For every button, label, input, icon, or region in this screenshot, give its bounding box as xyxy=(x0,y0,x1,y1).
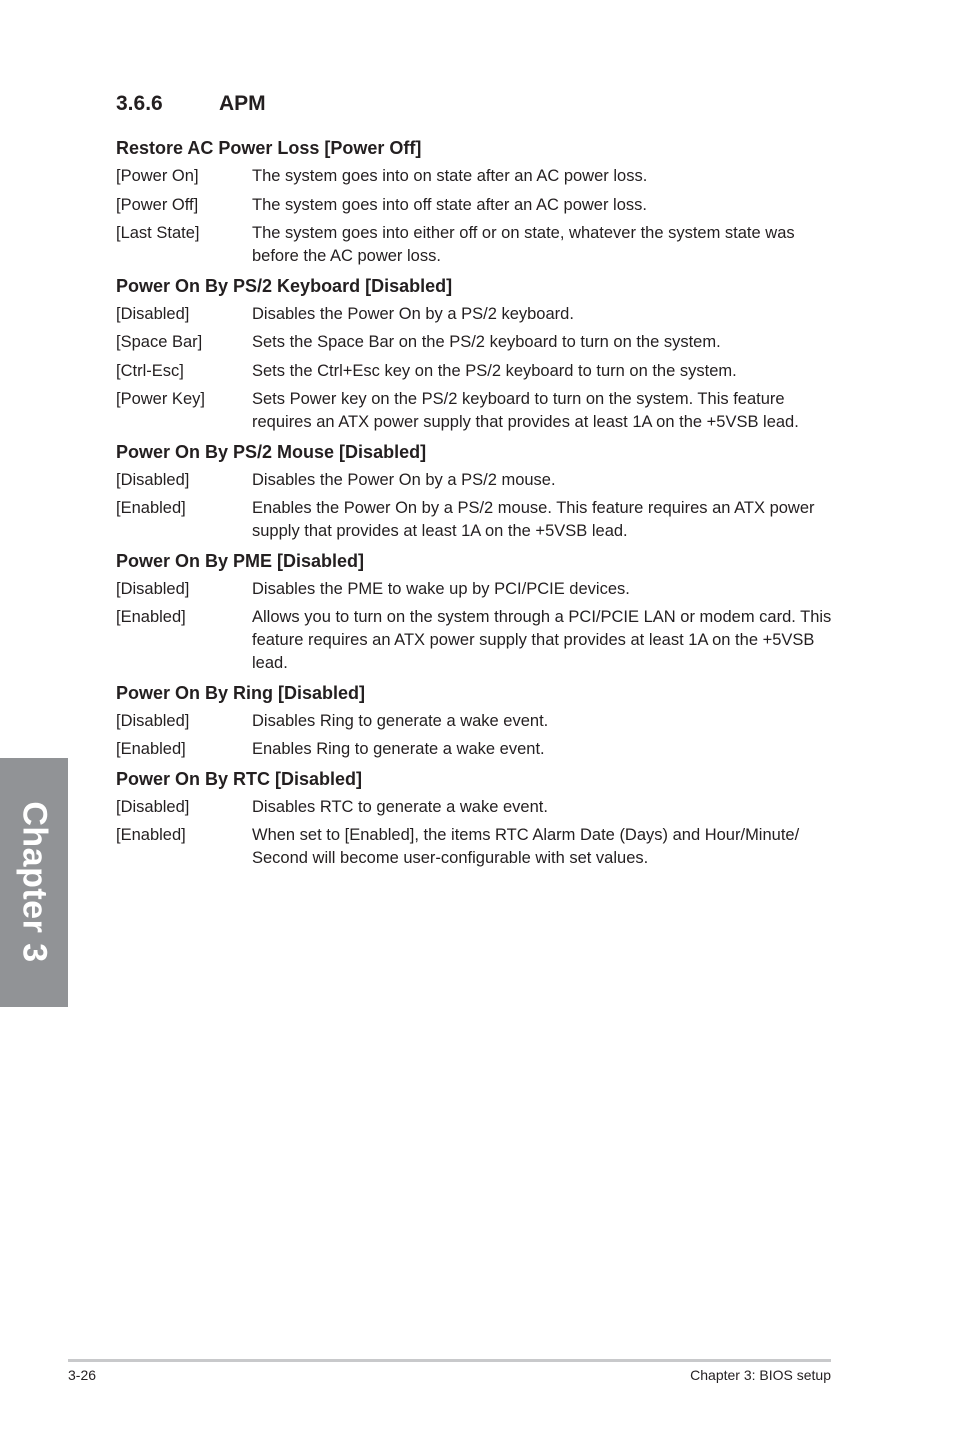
setting-title: Restore AC Power Loss [Power Off] xyxy=(116,138,422,158)
setting-title: Power On By PS/2 Mouse [Disabled] xyxy=(116,441,427,462)
option-row xyxy=(116,606,834,675)
option-description: Enables Ring to generate a wake event. xyxy=(252,740,545,758)
setting-title: Power On By RTC [Disabled] xyxy=(116,768,363,789)
section-number: 3.6.6 xyxy=(116,92,163,115)
option-row xyxy=(116,710,834,733)
option-value: [Enabled] xyxy=(116,826,186,844)
option-description: The system goes into off state after an AC power loss. xyxy=(252,195,647,214)
option-row xyxy=(116,331,834,354)
setting-group xyxy=(116,136,834,268)
setting-group xyxy=(116,681,834,762)
option-row xyxy=(116,578,834,601)
option-description: Disables the Power On by a PS/2 keyboard. xyxy=(252,304,574,323)
option-value: [Last State] xyxy=(116,224,200,242)
option-row xyxy=(116,388,834,434)
option-value: [Disabled] xyxy=(116,711,190,730)
setting-group xyxy=(116,767,834,871)
option-value: [Disabled] xyxy=(116,579,190,598)
option-value: [Enabled] xyxy=(116,608,186,626)
option-description: Sets Power key on the PS/2 keyboard to turn on the system. This feature requires an ATX power supply that provides at least 1A on the +5VSB lead. xyxy=(252,390,799,431)
option-value: [Enabled] xyxy=(116,499,186,517)
section-heading xyxy=(116,92,266,116)
option-description: Disables the Power On by a PS/2 mouse. xyxy=(252,470,556,489)
option-description: Disables Ring to generate a wake event. xyxy=(252,711,549,730)
setting-title: Power On By PME [Disabled] xyxy=(116,550,365,571)
setting-group xyxy=(116,274,834,435)
option-value: [Disabled] xyxy=(116,304,190,323)
option-value: [Power Off] xyxy=(116,195,199,214)
setting-title: Power On By Ring [Disabled] xyxy=(116,682,366,703)
option-description: The system goes into either off or on state, whatever the system state was before the AC power loss. xyxy=(252,224,795,265)
chapter-tab xyxy=(0,758,68,1007)
option-description: Disables RTC to generate a wake event. xyxy=(252,797,548,816)
option-value: [Power Key] xyxy=(116,390,205,408)
option-row xyxy=(116,738,834,761)
option-row xyxy=(116,222,834,268)
section-title: APM xyxy=(219,92,266,115)
settings-content xyxy=(116,136,834,876)
footer-chapter-title: Chapter 3: BIOS setup xyxy=(690,1367,831,1383)
option-description: Allows you to turn on the system through a PCI/PCIE LAN or modem card. This feature requires an ATX power supply that provides at least 1A on the +5VSB lead. xyxy=(252,608,832,672)
option-row xyxy=(116,824,834,870)
option-row xyxy=(116,303,834,326)
footer-page-number: 3-26 xyxy=(68,1367,97,1383)
option-description: Enables the Power On by a PS/2 mouse. This feature requires an ATX power supply that provides at least 1A on the +5VSB lead. xyxy=(252,499,815,540)
footer-divider xyxy=(68,1359,831,1362)
setting-group xyxy=(116,549,834,676)
option-row xyxy=(116,194,834,217)
option-value: [Ctrl-Esc] xyxy=(116,361,184,380)
option-description: Sets the Ctrl+Esc key on the PS/2 keyboard to turn on the system. xyxy=(252,361,737,380)
option-row xyxy=(116,469,834,492)
option-value: [Power On] xyxy=(116,167,199,185)
option-value: [Disabled] xyxy=(116,797,190,816)
option-description: Disables the PME to wake up by PCI/PCIE devices. xyxy=(252,579,630,598)
option-row xyxy=(116,497,834,543)
chapter-tab-label: Chapter 3 xyxy=(15,801,54,963)
option-row xyxy=(116,165,834,188)
option-row xyxy=(116,796,834,819)
option-description: The system goes into on state after an AC power loss. xyxy=(252,167,648,185)
option-value: [Disabled] xyxy=(116,470,190,489)
option-value: [Space Bar] xyxy=(116,333,203,351)
setting-title: Power On By PS/2 Keyboard [Disabled] xyxy=(116,275,453,296)
option-value: [Enabled] xyxy=(116,740,186,758)
option-row xyxy=(116,360,834,383)
setting-group xyxy=(116,440,834,544)
option-description: Sets the Space Bar on the PS/2 keyboard to turn on the system. xyxy=(252,333,721,351)
option-description: When set to [Enabled], the items RTC Alarm Date (Days) and Hour/Minute/ Second will become user-configurable with set values. xyxy=(252,826,800,867)
